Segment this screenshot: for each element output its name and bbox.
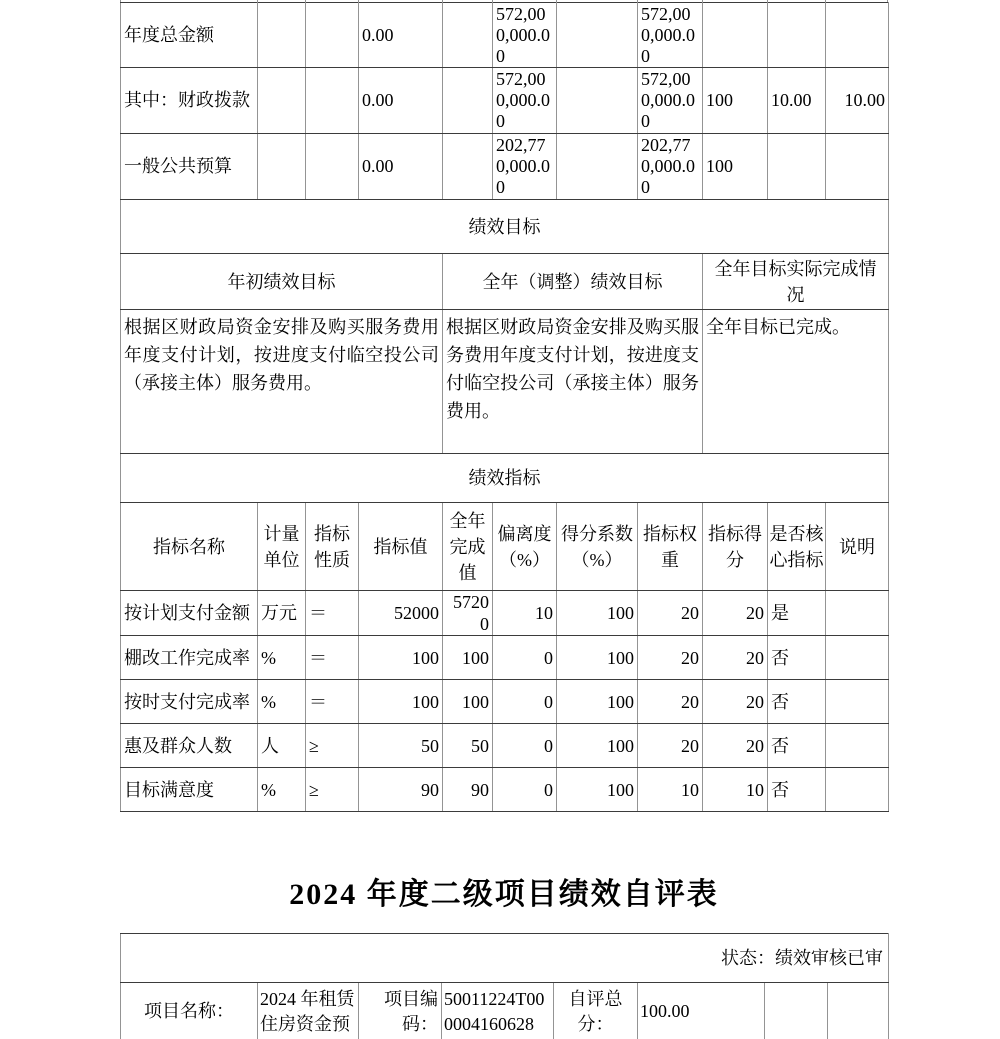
amount-cell bbox=[768, 3, 826, 68]
indicator-name-cell: 目标满意度 bbox=[121, 768, 258, 812]
score-coef-cell: 100 bbox=[557, 636, 638, 680]
amount-cell: 572,000,000.00 bbox=[493, 68, 557, 134]
weight-cell: 20 bbox=[638, 680, 703, 724]
unit-cell: % bbox=[258, 680, 306, 724]
empty-cell bbox=[557, 68, 638, 134]
table-row-annual-total bbox=[121, 3, 889, 68]
page-title: 2024 年度二级项目绩效自评表 bbox=[289, 878, 719, 911]
score-coef-cell: 100 bbox=[557, 768, 638, 812]
empty-cell bbox=[765, 983, 828, 1039]
unit-cell: 人 bbox=[258, 724, 306, 768]
indicator-header-cell: 指标得分 bbox=[703, 503, 768, 591]
target-value-cell: 100 bbox=[359, 636, 443, 680]
empty-cell bbox=[443, 68, 493, 134]
score-coef-cell: 100 bbox=[557, 680, 638, 724]
empty-cell bbox=[828, 983, 889, 1039]
indicator-row bbox=[121, 680, 889, 724]
amount-cell bbox=[703, 3, 768, 68]
completed-value-cell: 100 bbox=[443, 636, 493, 680]
empty-cell bbox=[557, 134, 638, 200]
section-title-goals: 绩效目标 bbox=[121, 200, 889, 254]
indicator-header-cell: 全年完成值 bbox=[443, 503, 493, 591]
completed-value-cell: 57200 bbox=[443, 591, 493, 636]
indicator-row bbox=[121, 768, 889, 812]
score-cell: 20 bbox=[703, 680, 768, 724]
indicator-name-cell: 惠及群众人数 bbox=[121, 724, 258, 768]
indicator-row bbox=[121, 636, 889, 680]
section-title-indicators: 绩效指标 bbox=[121, 454, 889, 503]
amount-cell: 202,770,000.00 bbox=[638, 134, 703, 200]
project-self-evaluation-table bbox=[120, 933, 889, 1039]
indicator-header-cell: 指标值 bbox=[359, 503, 443, 591]
score-cell: 20 bbox=[703, 724, 768, 768]
empty-cell bbox=[258, 3, 306, 68]
amount-cell: 100 bbox=[703, 68, 768, 134]
completed-value-cell: 90 bbox=[443, 768, 493, 812]
nature-cell: ＝ bbox=[306, 636, 359, 680]
empty-cell bbox=[443, 134, 493, 200]
empty-cell bbox=[443, 3, 493, 68]
budget-label-cell: 一般公共预算 bbox=[121, 134, 258, 200]
core-flag-cell: 否 bbox=[768, 680, 826, 724]
empty-cell bbox=[258, 68, 306, 134]
indicator-header-cell: 计量单位 bbox=[258, 503, 306, 591]
goal-content-cell: 根据区财政局资金安排及购买服务费用年度支付计划，按进度支付临空投公司（承接主体）服务费用。 bbox=[121, 310, 443, 454]
deviation-cell: 0 bbox=[493, 768, 557, 812]
indicator-header-cell: 得分系数（%） bbox=[557, 503, 638, 591]
core-flag-cell: 是 bbox=[768, 591, 826, 636]
goal-header-cell: 年初绩效目标 bbox=[121, 254, 443, 310]
deviation-cell: 0 bbox=[493, 680, 557, 724]
amount-cell: 10.00 bbox=[768, 68, 826, 134]
nature-cell: ＝ bbox=[306, 591, 359, 636]
completed-value-cell: 50 bbox=[443, 724, 493, 768]
target-value-cell: 50 bbox=[359, 724, 443, 768]
note-cell bbox=[826, 636, 889, 680]
indicator-header-cell: 是否核心指标 bbox=[768, 503, 826, 591]
score-cell: 10 bbox=[703, 768, 768, 812]
nature-cell: ＝ bbox=[306, 680, 359, 724]
status-text: 状态：绩效审核已审 bbox=[121, 934, 889, 983]
table-row-general-public-budget bbox=[121, 134, 889, 200]
deviation-cell: 0 bbox=[493, 636, 557, 680]
nature-cell: ≥ bbox=[306, 768, 359, 812]
core-flag-cell: 否 bbox=[768, 768, 826, 812]
amount-cell: 10.00 bbox=[826, 68, 889, 134]
project-name-value: 2024 年租赁住房资金预 bbox=[258, 983, 359, 1039]
goal-header-cell: 全年（调整）绩效目标 bbox=[443, 254, 703, 310]
project-info-row bbox=[121, 983, 889, 1039]
note-cell bbox=[826, 591, 889, 636]
amount-cell: 0.00 bbox=[359, 3, 443, 68]
indicator-row bbox=[121, 724, 889, 768]
empty-cell bbox=[306, 68, 359, 134]
score-coef-cell: 100 bbox=[557, 724, 638, 768]
goal-content-cell: 根据区财政局资金安排及购买服务费用年度支付计划，按进度支付临空投公司（承接主体）服务费用。 bbox=[443, 310, 703, 454]
indicator-header-row bbox=[121, 503, 889, 591]
note-cell bbox=[826, 768, 889, 812]
amount-cell bbox=[768, 134, 826, 200]
indicator-header-cell: 指标名称 bbox=[121, 503, 258, 591]
amount-cell: 202,770,000.00 bbox=[493, 134, 557, 200]
completed-value-cell: 100 bbox=[443, 680, 493, 724]
goal-content-cell: 全年目标已完成。 bbox=[703, 310, 889, 454]
target-value-cell: 90 bbox=[359, 768, 443, 812]
indicator-header-cell: 指标性质 bbox=[306, 503, 359, 591]
deviation-cell: 10 bbox=[493, 591, 557, 636]
performance-self-evaluation-table bbox=[120, 2, 889, 812]
indicator-header-cell: 说明 bbox=[826, 503, 889, 591]
goal-header-cell: 全年目标实际完成情况 bbox=[703, 254, 889, 310]
score-cell: 20 bbox=[703, 591, 768, 636]
nature-cell: ≥ bbox=[306, 724, 359, 768]
status-row bbox=[121, 934, 889, 983]
project-code-value: 50011224T000004160628 bbox=[442, 983, 554, 1039]
amount-cell: 572,000,000.00 bbox=[638, 68, 703, 134]
weight-cell: 20 bbox=[638, 724, 703, 768]
unit-cell: % bbox=[258, 636, 306, 680]
amount-cell: 0.00 bbox=[359, 68, 443, 134]
section-row-goals bbox=[121, 200, 889, 254]
goal-header-row bbox=[121, 254, 889, 310]
amount-cell: 572,000,000.00 bbox=[638, 3, 703, 68]
project-name-label: 项目名称： bbox=[121, 983, 258, 1039]
score-cell: 20 bbox=[703, 636, 768, 680]
weight-cell: 10 bbox=[638, 768, 703, 812]
indicator-header-cell: 偏离度（%） bbox=[493, 503, 557, 591]
indicator-name-cell: 按计划支付金额 bbox=[121, 591, 258, 636]
unit-cell: 万元 bbox=[258, 591, 306, 636]
self-score-value: 100.00 bbox=[638, 983, 765, 1039]
amount-cell: 100 bbox=[703, 134, 768, 200]
indicator-name-cell: 按时支付完成率 bbox=[121, 680, 258, 724]
project-code-label: 项目编码： bbox=[359, 983, 442, 1039]
weight-cell: 20 bbox=[638, 591, 703, 636]
deviation-cell: 0 bbox=[493, 724, 557, 768]
empty-cell bbox=[557, 3, 638, 68]
indicator-name-cell: 棚改工作完成率 bbox=[121, 636, 258, 680]
core-flag-cell: 否 bbox=[768, 636, 826, 680]
amount-cell: 572,000,000.00 bbox=[493, 3, 557, 68]
core-flag-cell: 否 bbox=[768, 724, 826, 768]
note-cell bbox=[826, 680, 889, 724]
empty-cell bbox=[258, 134, 306, 200]
goal-content-row bbox=[121, 310, 889, 454]
budget-label-cell: 其中：财政拨款 bbox=[121, 68, 258, 134]
budget-label-cell: 年度总金额 bbox=[121, 3, 258, 68]
score-coef-cell: 100 bbox=[557, 591, 638, 636]
section-row-indicators bbox=[121, 454, 889, 503]
amount-cell: 0.00 bbox=[359, 134, 443, 200]
indicator-row bbox=[121, 591, 889, 636]
empty-cell bbox=[306, 134, 359, 200]
unit-cell: % bbox=[258, 768, 306, 812]
target-value-cell: 100 bbox=[359, 680, 443, 724]
weight-cell: 20 bbox=[638, 636, 703, 680]
note-cell bbox=[826, 724, 889, 768]
amount-cell bbox=[826, 3, 889, 68]
self-score-label: 自评总分： bbox=[554, 983, 638, 1039]
empty-cell bbox=[306, 3, 359, 68]
amount-cell bbox=[826, 134, 889, 200]
indicator-header-cell: 指标权重 bbox=[638, 503, 703, 591]
target-value-cell: 52000 bbox=[359, 591, 443, 636]
table-row-fiscal-allocation bbox=[121, 68, 889, 134]
